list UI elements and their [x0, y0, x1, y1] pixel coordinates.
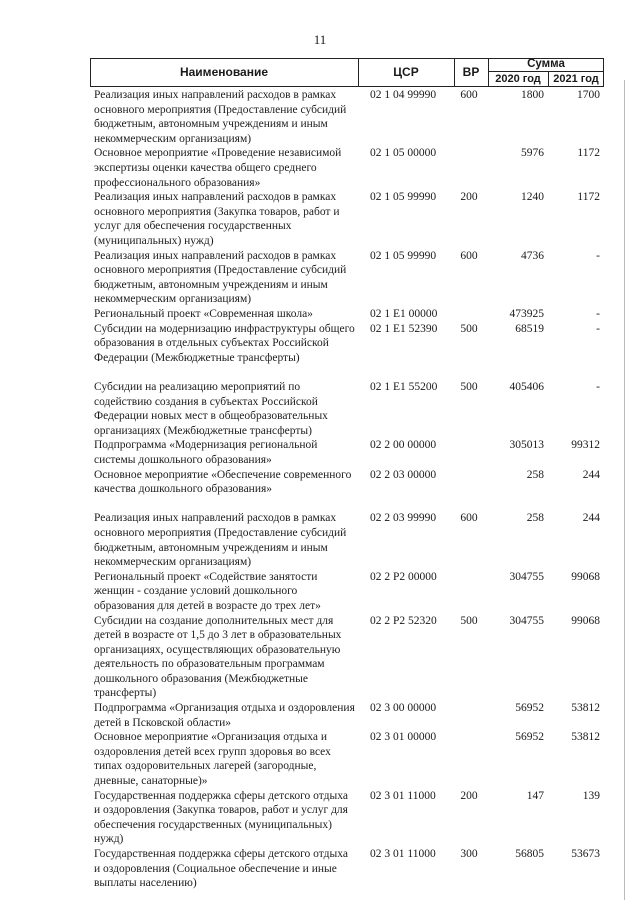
row-name: Основное мероприятие «Организация отдыха и оздоровления детей всех групп здоровья во всех типах оздоровительных лагерей (загородные, дневные, санаторные)»	[94, 731, 331, 788]
row-2020: 258	[526, 468, 544, 481]
row-2020: 56805	[515, 848, 544, 861]
row-vr: 600	[460, 249, 478, 262]
scan-edge-line	[624, 80, 625, 900]
header-bottom-border	[90, 86, 604, 87]
row-2020: 56952	[515, 702, 544, 715]
row-name: Основное мероприятие «Проведение независимой экспертизы оценки качества общего среднего профессионального образования»	[94, 147, 342, 189]
row-vr: 200	[460, 789, 478, 802]
row-2021: 244	[582, 512, 600, 525]
row-csr: 02 3 00 00000	[370, 702, 437, 715]
row-vr: 500	[460, 380, 478, 393]
table-row	[94, 614, 604, 702]
row-csr: 02 1 E1 00000	[370, 307, 438, 320]
row-vr: 200	[460, 191, 478, 204]
table-row	[94, 249, 604, 307]
row-csr: 02 2 P2 00000	[370, 570, 437, 583]
row-csr: 02 2 P2 52320	[370, 614, 437, 627]
row-csr: 02 1 04 99990	[370, 89, 437, 101]
row-2020: 56952	[515, 731, 544, 744]
table-row	[94, 730, 604, 788]
row-2021: 1172	[577, 191, 600, 204]
row-2021: 99068	[571, 570, 600, 583]
page-number: 11	[313, 32, 327, 47]
row-csr: 02 2 03 99990	[370, 512, 437, 525]
row-csr: 02 1 E1 55200	[370, 380, 438, 393]
row-2021: 53812	[571, 731, 600, 744]
row-2021: -	[596, 307, 600, 320]
row-2020: 1800	[521, 89, 544, 101]
table-row	[94, 190, 604, 248]
row-2020: 4736	[521, 249, 544, 262]
table-row	[94, 468, 604, 512]
row-vr: 300	[460, 848, 478, 861]
row-csr: 02 2 03 00000	[370, 468, 437, 481]
table-row	[94, 380, 604, 438]
header-name: Наименование	[179, 65, 269, 79]
row-csr: 02 1 05 99990	[370, 191, 437, 204]
row-name: Региональный проект «Содействие занятости женщин - создание условий дошкольного образования для детей в возрасте до трех лет»	[94, 570, 321, 612]
row-csr: 02 1 05 99990	[370, 249, 437, 262]
row-name: Реализация иных направлений расходов в рамках основного мероприятия (Предоставление субсидий бюджетным, автономным учреждениям и иным некоммерческим организациям)	[94, 249, 347, 306]
row-csr: 02 3 01 00000	[370, 731, 437, 744]
row-name: Основное мероприятие «Обеспечение современного качества дошкольного образования»	[94, 468, 352, 496]
row-csr: 02 3 01 11000	[370, 789, 436, 802]
row-2020: 5976	[521, 147, 544, 160]
row-csr: 02 3 01 11000	[370, 848, 436, 861]
header-2020: 2020 год	[495, 73, 541, 85]
table-row	[94, 307, 604, 322]
row-name: Региональный проект «Современная школа»	[94, 307, 313, 320]
row-2020: 473925	[509, 307, 544, 320]
row-2021: 139	[582, 789, 600, 802]
row-2021: 53812	[571, 702, 600, 715]
row-name: Государственная поддержка сферы детского отдыха и оздоровления (Социальное обеспечение и иные выплаты населению)	[94, 848, 348, 890]
row-csr: 02 1 E1 52390	[370, 322, 438, 335]
row-2021: 99312	[571, 439, 600, 452]
table-row	[94, 789, 604, 847]
table-row	[94, 511, 604, 569]
row-2021: -	[596, 380, 600, 393]
row-name: Реализация иных направлений расходов в рамках основного мероприятия (Предоставление субсидий бюджетным, автономным учреждениям и иным некоммерческим организациям)	[94, 89, 347, 145]
row-csr: 02 2 00 00000	[370, 439, 437, 452]
table-row	[94, 438, 604, 467]
row-2020: 305013	[509, 439, 544, 452]
table-body	[94, 88, 604, 891]
row-csr: 02 1 05 00000	[370, 147, 437, 160]
row-vr: 500	[460, 614, 478, 627]
table-row	[94, 146, 604, 190]
row-vr: 500	[460, 322, 478, 335]
row-2021: 244	[582, 468, 600, 481]
sum-divider	[488, 71, 604, 72]
row-2020: 68519	[515, 322, 544, 335]
row-name: Субсидии на реализацию мероприятий по содействию создания в субъектах Российской Федерации новых мест в общеобразовательных организациях (Межбюджетные трансферты)	[94, 380, 328, 437]
table-row	[94, 701, 604, 730]
row-name: Реализация иных направлений расходов в рамках основного мероприятия (Предоставление субсидий бюджетным, автономным учреждениям и иным некоммерческим организациям)	[94, 512, 347, 569]
header-csr: ЦСР	[393, 65, 419, 79]
row-2020: 405406	[509, 380, 544, 393]
row-name: Субсидии на создание дополнительных мест для детей в возрасте от 1,5 до 3 лет в образовательных организациях, осуществляющих образовательную деятельность по образовательным программам дошкольного образования (Межбюджетные трансферты)	[94, 614, 342, 700]
row-name: Подпрограмма «Организация отдыха и оздоровления детей в Псковской области»	[94, 702, 355, 729]
table-row	[94, 322, 604, 380]
row-2021: 1172	[577, 147, 600, 160]
row-2020: 147	[526, 789, 544, 802]
row-name: Подпрограмма «Модернизация региональной системы дошкольного образования»	[94, 439, 318, 466]
row-vr: 600	[460, 512, 478, 525]
row-2020: 304755	[509, 614, 544, 627]
table-header	[90, 58, 604, 86]
row-vr: 600	[460, 89, 478, 101]
header-sum: Сумма	[527, 58, 565, 70]
row-2020: 1240	[521, 191, 544, 204]
row-2021: 1700	[577, 89, 600, 101]
row-2020: 258	[526, 512, 544, 525]
header-2021: 2021 год	[553, 73, 599, 85]
row-2020: 304755	[509, 570, 544, 583]
row-name: Реализация иных направлений расходов в рамках основного мероприятия (Закупка товаров, работ и услуг для обеспечения государственных (муниципальных) нужд)	[94, 191, 340, 247]
row-name: Государственная поддержка сферы детского отдыха и оздоровления (Закупка товаров, работ и услуг для обеспечения государственных (муниципальных) нужд)	[94, 789, 348, 846]
row-2021: 53673	[571, 848, 600, 861]
row-name: Субсидии на модернизацию инфраструктуры общего образования в отдельных субъектах Российской Федерации (Межбюджетные трансферты)	[94, 322, 355, 364]
table-row	[94, 570, 604, 614]
header-vr: ВР	[462, 65, 480, 79]
row-2021: -	[596, 322, 600, 335]
row-2021: -	[596, 249, 600, 262]
row-2021: 99068	[571, 614, 600, 627]
table-row	[94, 847, 604, 891]
table-row	[94, 88, 604, 146]
